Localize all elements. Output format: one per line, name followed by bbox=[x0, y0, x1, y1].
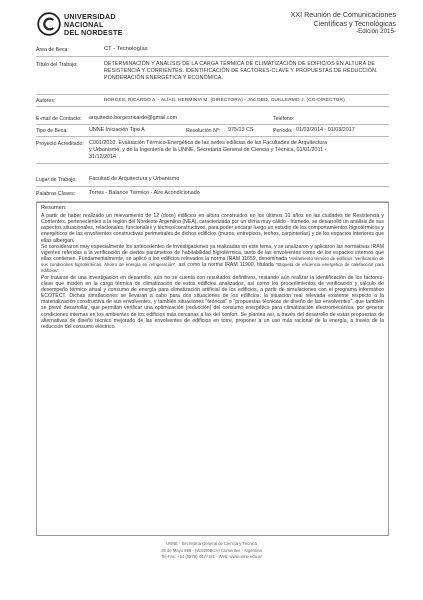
divider bbox=[36, 56, 389, 57]
area-value: CT - Tecnologías bbox=[104, 46, 148, 52]
divider bbox=[36, 163, 389, 164]
divider bbox=[36, 124, 389, 125]
abstract-paragraph-3: Por tratarse de una investigación en desarrollo, aún no se cuenta con resultados definitivos, restando aún realizar la identificación de los factores-clave que inciden en la carga térmica de climatización de estos edificios analizados, así como los procedimientos de verificación y cálculo de desempeño térmico anual y consumo de energía para climatización artificial de los edificios, a partir de simulaciones con el programa informático ECOTECT. Dichas simulaciones se llevarán a cabo para dos situaciones de los edificios: la situación real relevada existente respecto a la materialización constructiva de sus envolventes, y también situaciones "teóricas" o "propuestas técnicas de diseño de las envolventes", que también se prevé desarrollar, que permitan verificar una optimización (reducción) del consumo energético para climatización electromecánica, por generar condiciones internas en los ambientes de los edificios más cercanas a las del confort. Se plantea así, a través del desarrollo de estas propuestas de alternativas de diseño técnico mejorado de las envolventes de edificios en torre, proponer a un uso más racional de la energía, a través de la reducción del consumo eléctrico. bbox=[41, 274, 384, 330]
keywords-label: Palabras Claves: bbox=[36, 191, 76, 197]
area-label: Área de Beca: bbox=[36, 47, 69, 53]
workplace-value: Facultad de Arquitectura y Urbanismo bbox=[89, 176, 180, 182]
abstract-paragraph-2 bbox=[41, 244, 384, 275]
resolution-label: Resolución Nº: bbox=[186, 128, 221, 134]
keywords-value: Torres - Balance Térmico - Aire Acondicionado bbox=[89, 190, 200, 196]
divider bbox=[36, 186, 389, 187]
period-label: Período: bbox=[273, 128, 293, 134]
email-value: arquitecto.borgesricardo@gmail.com bbox=[89, 115, 178, 121]
abstract-p2-part-1: Se consideraron muy especialmente los antecedentes de investigaciones ya realizadas en este tema, y se analizaron y aplicaron las normativas IRAM vigentes referidas a la verificación de ciertos parámetros de habitabilidad higrotérmica, tanto de las envolventes como de los espacios internos que ellas contienen. Fundamentalmente, se aplicó a los edificios relevados la norma IRAM 11659, denominada bbox=[41, 243, 384, 263]
divider bbox=[36, 106, 389, 107]
period-value: 01/03/2014 - 01/03/2017 bbox=[296, 127, 355, 133]
conference-edition: -Edición 2015- bbox=[356, 28, 396, 36]
phone-label: Teléfono: bbox=[273, 116, 295, 122]
scholarship-type-label: Tipo de Beca: bbox=[36, 128, 68, 134]
university-line-2: NACIONAL bbox=[64, 20, 104, 30]
abstract-body bbox=[41, 213, 384, 330]
resolution-value: 975/13 CS bbox=[228, 127, 254, 133]
unne-logo bbox=[37, 12, 61, 36]
email-label: E-mail de Contacto: bbox=[36, 116, 82, 122]
university-name bbox=[64, 13, 123, 38]
workplace-label: Lugar de Trabajo: bbox=[36, 177, 77, 183]
conference-title bbox=[291, 11, 396, 37]
footer-line-3: Tel-Fax: +54 (0379) 4427181 - Web: www.unne.edu.ar bbox=[161, 554, 262, 559]
footer-line-2: 25 de Mayo 868 - (W3400BCH) Corrientes - Argentina bbox=[161, 548, 262, 553]
title-label: Título del Trabajo: bbox=[36, 62, 78, 68]
university-line-3: DEL NORDESTE bbox=[64, 28, 123, 38]
work-title: DETERMINACIÓN Y ANÁLISIS DE LA CARGA TÉRMICA DE CLIMATIZACIÓN DE EDIFICIOS EN ALTURA DE RESISTENCIA Y CORRIENTES. IDENTIFICACIÓN DE FACTORES-CLAVE Y PROPUESTAS DE REDUCCIÓN. PONDERACIÓN ENERGÉTICA Y ECONÓMICA. bbox=[104, 61, 378, 82]
project-value: C001/2010. Evaluación Térmico-Energética de las sedes edilicias de las Facultades de Arquitectura y Urbanismo, y de la Ingeniería de la UNNE, Secretaría General de Ciencia y Técnica, 01/01/2011 - 31/12/2014 bbox=[89, 140, 328, 160]
conference-title-line-2: Científicas y Tecnológicas bbox=[313, 18, 396, 28]
project-label: Proyecto Acreditado: bbox=[36, 141, 84, 147]
conference-title-line-1: XXI Reunión de Comunicaciones bbox=[290, 10, 396, 19]
divider bbox=[36, 136, 389, 137]
scholarship-type-value: UNNE Iniciación Tipo A bbox=[89, 127, 145, 133]
abstract-paragraph-1: A partir de haber realizado un relevamiento de 12 (doce) edificios en altura construidos en los últimos 10 años en las ciudades de Resistencia y Corrientes, pertenecientes a la región del Nordeste Argentino (NEA), caracterizada por un clima muy cálido - húmedo, se desarrolló un análisis de sus aspectos situacionales, relacionales, funcionales y técnico/constructivos, para poder encarar luego un estudio de los comportamientos higrotérmicos y energéticos de las envolventes constructivas perimetrales de dichos edificios (muros, entrepisos, techos, carpinterías) y de los espacios interiores que ellas albergan. bbox=[41, 213, 384, 244]
abstract-p2-norm-title-1: "Aislamiento térmico de edificios. Verificación de sus condiciones higrotérmicas. Ahorro de energía en refrigeración", bbox=[41, 256, 384, 268]
abstract-title: Resumen: bbox=[41, 205, 67, 211]
authors-label: Autores: bbox=[36, 98, 56, 104]
abstract-p2-norm-title-2: "Etiqueta de eficiencia energética de calefacción para edificios". bbox=[41, 262, 384, 274]
footer-line-1: UNNE - Secretaría General de Ciencia y Técnica bbox=[166, 541, 257, 546]
abstract-p2-part-2: así como la norma IRAM 11900, titulada bbox=[178, 262, 274, 269]
divider bbox=[36, 94, 389, 95]
authors-value: BORGES, RICARDO A. - ALÍAS, HERMINIA M. (DIRECTORA) - JACOBO, GUILLERMO J. (CO-DIRECTOR) bbox=[104, 98, 345, 103]
university-line-1: UNIVERSIDAD bbox=[64, 12, 116, 21]
